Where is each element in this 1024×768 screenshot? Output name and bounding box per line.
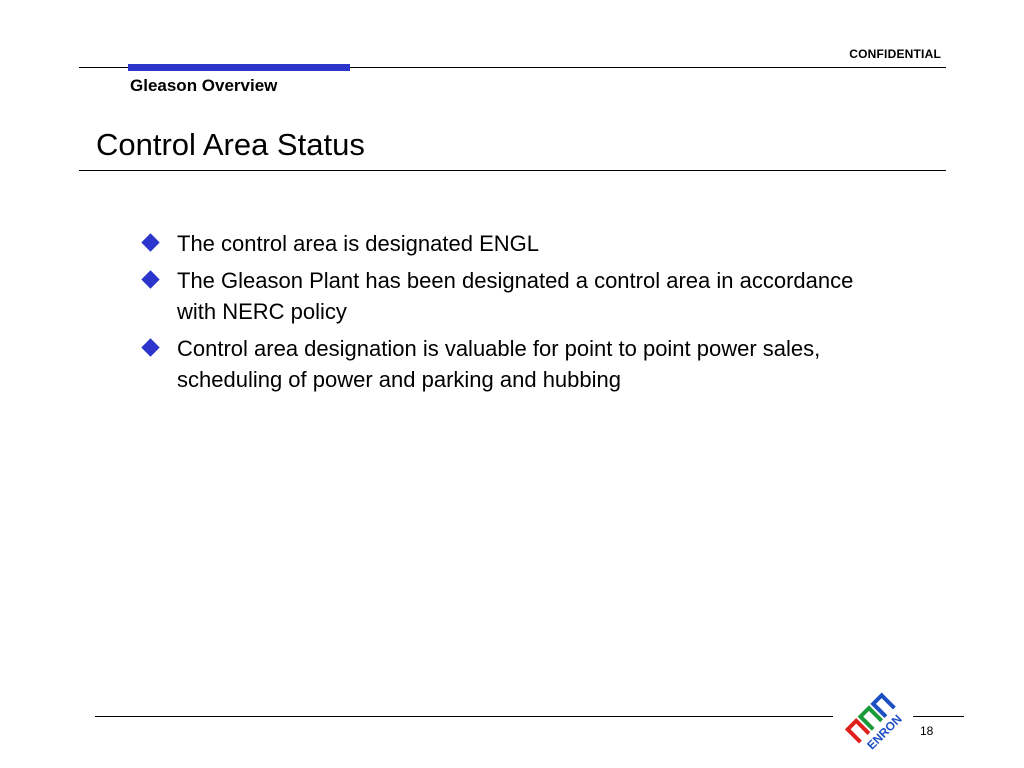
- slide-title: Control Area Status: [96, 127, 365, 162]
- logo-wordmark: ENRON: [864, 711, 905, 753]
- footer-divider: [95, 716, 833, 717]
- section-accent-bar: [128, 64, 350, 71]
- bullet-text: The control area is designated ENGL: [177, 231, 539, 256]
- bullet-list: [141, 228, 871, 401]
- diamond-bullet-icon: [141, 270, 159, 288]
- page-number: 18: [920, 724, 934, 738]
- title-divider: [79, 170, 946, 171]
- confidential-label: CONFIDENTIAL: [849, 47, 941, 61]
- diamond-bullet-icon: [141, 233, 159, 251]
- diamond-bullet-icon: [141, 338, 159, 356]
- bullet-item: [141, 333, 871, 395]
- bullet-item: [141, 265, 871, 327]
- enron-logo-icon: [838, 680, 914, 756]
- bullet-item: [141, 228, 871, 259]
- bullet-text: Control area designation is valuable for point to point power sales, scheduling of power and parking and hubbing: [177, 336, 821, 392]
- bullet-text: The Gleason Plant has been designated a control area in accordance with NERC policy: [177, 268, 854, 324]
- section-title: Gleason Overview: [130, 76, 278, 95]
- footer-divider-right: [913, 716, 964, 717]
